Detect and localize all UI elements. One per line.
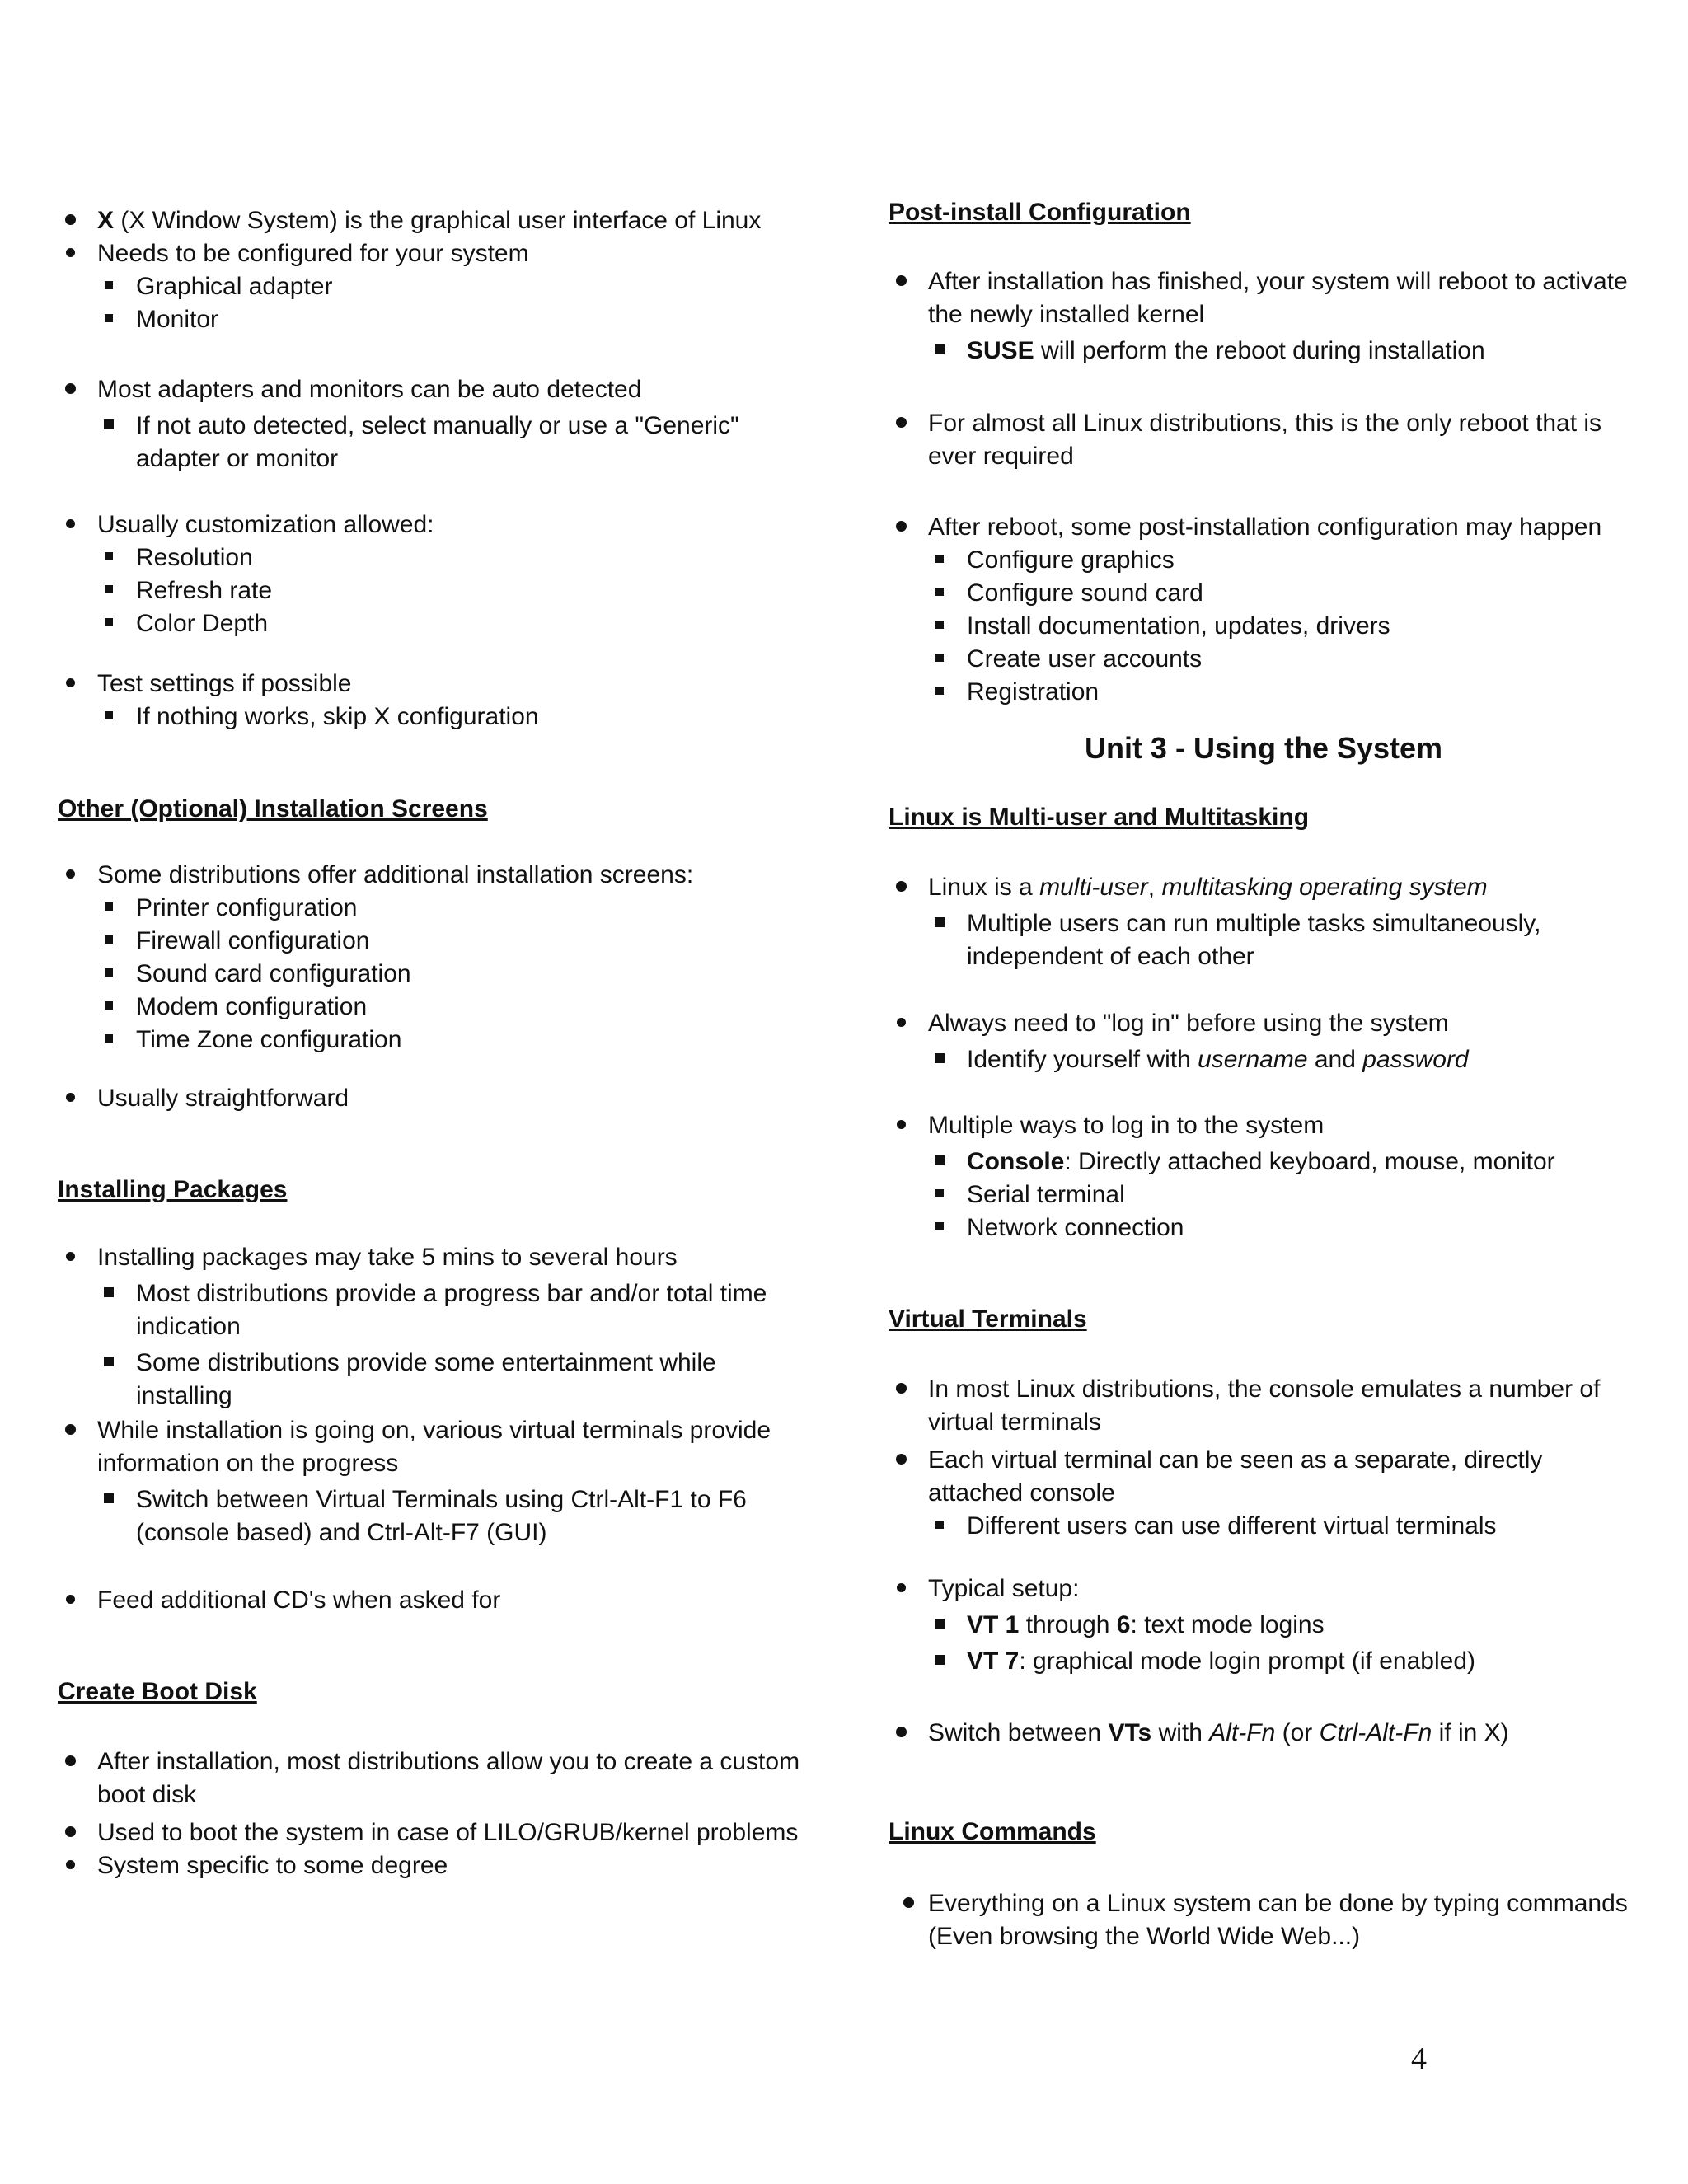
square-bullet-icon — [928, 1146, 951, 1179]
bullet-icon — [58, 509, 82, 541]
bullet-icon — [58, 1241, 82, 1274]
bullet-icon — [58, 204, 82, 237]
post-install-heading: Post-install Configuration — [889, 199, 1191, 226]
list-item: Feed additional CD's when asked for — [58, 1584, 816, 1617]
virtual-terminal-progress-section — [58, 1414, 816, 1549]
list-item: Switch between Virtual Terminals using Ctrl-Alt-F1 to F6 (console based) and Ctrl-Alt-F7 (GUI) — [58, 1483, 816, 1549]
list-item: Multiple users can run multiple tasks simultaneously, independent of each other — [889, 907, 1639, 973]
linux-commands-section — [889, 1887, 1639, 1953]
square-bullet-icon — [928, 544, 951, 577]
list-item: Network connection — [889, 1212, 1639, 1244]
square-bullet-icon — [97, 607, 120, 640]
square-bullet-icon — [97, 541, 120, 574]
bullet-icon — [58, 668, 82, 701]
list-item: Linux is a multi-user, multitasking operating system — [889, 871, 1639, 904]
list-item: Usually customization allowed: — [58, 509, 816, 541]
bullet-icon — [58, 1849, 82, 1882]
straightforward-section — [58, 1082, 816, 1115]
square-bullet-icon — [928, 577, 951, 610]
square-bullet-icon — [928, 1645, 951, 1678]
multi-user-heading: Linux is Multi-user and Multitasking — [889, 804, 1310, 831]
list-item: Multiple ways to log in to the system — [889, 1109, 1639, 1142]
list-item: X (X Window System) is the graphical user interface of Linux — [58, 204, 816, 237]
list-item: Color Depth — [58, 607, 816, 640]
feed-cds-section — [58, 1584, 816, 1617]
list-item: Resolution — [58, 541, 816, 574]
log-in-ways-section — [889, 1109, 1639, 1244]
square-bullet-icon — [97, 1483, 120, 1516]
square-bullet-icon — [97, 991, 120, 1024]
bullet-icon — [889, 1717, 913, 1750]
square-bullet-icon — [928, 676, 951, 709]
typical-setup-section — [889, 1572, 1639, 1678]
list-item: Graphical adapter — [58, 270, 816, 303]
square-bullet-icon — [97, 958, 120, 991]
square-bullet-icon — [928, 643, 951, 676]
square-bullet-icon — [97, 1347, 120, 1380]
square-bullet-icon — [928, 1179, 951, 1212]
bullet-icon — [58, 237, 82, 270]
list-item: Refresh rate — [58, 574, 816, 607]
list-item: Typical setup: — [889, 1572, 1639, 1605]
list-item: Different users can use different virtual terminals — [889, 1510, 1639, 1543]
list-item: Install documentation, updates, drivers — [889, 610, 1639, 643]
test-section — [58, 668, 816, 733]
list-item: Usually straightforward — [58, 1082, 816, 1115]
list-item: Registration — [889, 676, 1639, 709]
x-window-section — [58, 204, 816, 336]
square-bullet-icon — [928, 1510, 951, 1543]
list-item: After installation has finished, your system will reboot to activate the newly installed kernel — [889, 265, 1639, 331]
virtual-terminals-section — [889, 1373, 1639, 1543]
list-item: For almost all Linux distributions, this is the only reboot that is ever required — [889, 407, 1639, 473]
bullet-icon — [889, 1887, 928, 1920]
virtual-terminals-heading: Virtual Terminals — [889, 1305, 1087, 1333]
other-screens-section — [58, 859, 816, 1057]
bullet-icon — [58, 1082, 82, 1115]
list-item: In most Linux distributions, the console emulates a number of virtual terminals — [889, 1373, 1639, 1439]
list-item: Most adapters and monitors can be auto detected — [58, 373, 816, 406]
list-item: Serial terminal — [889, 1179, 1639, 1212]
list-item: Firewall configuration — [58, 925, 816, 958]
page-number: 4 — [1411, 2041, 1427, 2076]
bullet-icon — [889, 265, 913, 298]
list-item: Time Zone configuration — [58, 1024, 816, 1057]
linux-commands-heading: Linux Commands — [889, 1818, 1096, 1845]
bullet-icon — [889, 871, 913, 904]
list-item: Configure graphics — [889, 544, 1639, 577]
list-item: If not auto detected, select manually or use a "Generic" adapter or monitor — [58, 410, 816, 476]
list-item: Used to boot the system in case of LILO/GRUB/kernel problems — [58, 1816, 816, 1849]
bullet-icon — [58, 1746, 82, 1779]
installing-packages-section — [58, 1241, 816, 1413]
bullet-icon — [889, 1373, 913, 1406]
list-item: Monitor — [58, 303, 816, 336]
list-item: VT 1 through 6: text mode logins — [889, 1609, 1639, 1642]
square-bullet-icon — [928, 1609, 951, 1642]
list-item: VT 7: graphical mode login prompt (if enabled) — [889, 1645, 1639, 1678]
bullet-icon — [58, 1816, 82, 1849]
log-in-section — [889, 1007, 1639, 1076]
bullet-icon — [889, 511, 913, 544]
list-item: Console: Directly attached keyboard, mouse, monitor — [889, 1146, 1639, 1179]
list-item: Identify yourself with username and password — [889, 1043, 1639, 1076]
square-bullet-icon — [928, 1212, 951, 1244]
square-bullet-icon — [97, 892, 120, 925]
square-bullet-icon — [928, 610, 951, 643]
bullet-icon — [889, 1572, 913, 1605]
multi-user-section — [889, 871, 1639, 973]
post-install-reboot-section — [889, 265, 1639, 368]
square-bullet-icon — [97, 303, 120, 336]
square-bullet-icon — [97, 410, 120, 443]
list-item: Sound card configuration — [58, 958, 816, 991]
square-bullet-icon — [97, 1277, 120, 1310]
square-bullet-icon — [928, 1043, 951, 1076]
bullet-icon — [889, 1109, 913, 1142]
list-item: Each virtual terminal can be seen as a separate, directly attached console — [889, 1444, 1639, 1510]
square-bullet-icon — [97, 925, 120, 958]
bullet-icon — [889, 407, 913, 440]
list-item: Installing packages may take 5 mins to several hours — [58, 1241, 816, 1274]
list-item: If nothing works, skip X configuration — [58, 701, 816, 733]
list-item: Test settings if possible — [58, 668, 816, 701]
bullet-icon — [889, 1007, 913, 1040]
other-screens-heading: Other (Optional) Installation Screens — [58, 795, 488, 823]
list-item: System specific to some degree — [58, 1849, 816, 1882]
square-bullet-icon — [97, 701, 120, 733]
square-bullet-icon — [97, 1024, 120, 1057]
post-reboot-config-section — [889, 511, 1639, 709]
list-item: Create user accounts — [889, 643, 1639, 676]
bullet-icon — [58, 1584, 82, 1617]
list-item: After installation, most distributions allow you to create a custom boot disk — [58, 1746, 816, 1811]
create-boot-disk-section — [58, 1746, 816, 1882]
switch-vt-section — [889, 1717, 1639, 1750]
bullet-icon — [58, 1414, 82, 1447]
list-item: Some distributions provide some entertainment while installing — [58, 1347, 816, 1413]
only-reboot-section — [889, 407, 1639, 473]
list-item: Configure sound card — [889, 577, 1639, 610]
list-item: Switch between VTs with Alt-Fn (or Ctrl-Alt-Fn if in X) — [889, 1717, 1639, 1750]
list-item: Most distributions provide a progress bar and/or total time indication — [58, 1277, 816, 1343]
list-item: SUSE will perform the reboot during installation — [889, 335, 1639, 368]
bullet-icon — [58, 373, 82, 406]
unit-title: Unit 3 - Using the System — [1084, 731, 1443, 765]
square-bullet-icon — [97, 270, 120, 303]
list-item: Some distributions offer additional installation screens: — [58, 859, 816, 892]
bullet-icon — [889, 1444, 913, 1477]
list-item: Modem configuration — [58, 991, 816, 1024]
square-bullet-icon — [928, 335, 951, 368]
autodetect-section — [58, 373, 816, 476]
square-bullet-icon — [97, 574, 120, 607]
list-item: Printer configuration — [58, 892, 816, 925]
list-item: Always need to "log in" before using the system — [889, 1007, 1639, 1040]
customization-section — [58, 509, 816, 640]
installing-packages-heading: Installing Packages — [58, 1176, 288, 1203]
square-bullet-icon — [928, 907, 951, 940]
create-boot-disk-heading: Create Boot Disk — [58, 1678, 257, 1705]
bullet-icon — [58, 859, 82, 892]
list-item: Everything on a Linux system can be done by typing commands (Even browsing the World Wide Web...) — [889, 1887, 1639, 1953]
list-item: While installation is going on, various virtual terminals provide information on the progress — [58, 1414, 816, 1480]
list-item: After reboot, some post-installation configuration may happen — [889, 511, 1639, 544]
list-item: Needs to be configured for your system — [58, 237, 816, 270]
